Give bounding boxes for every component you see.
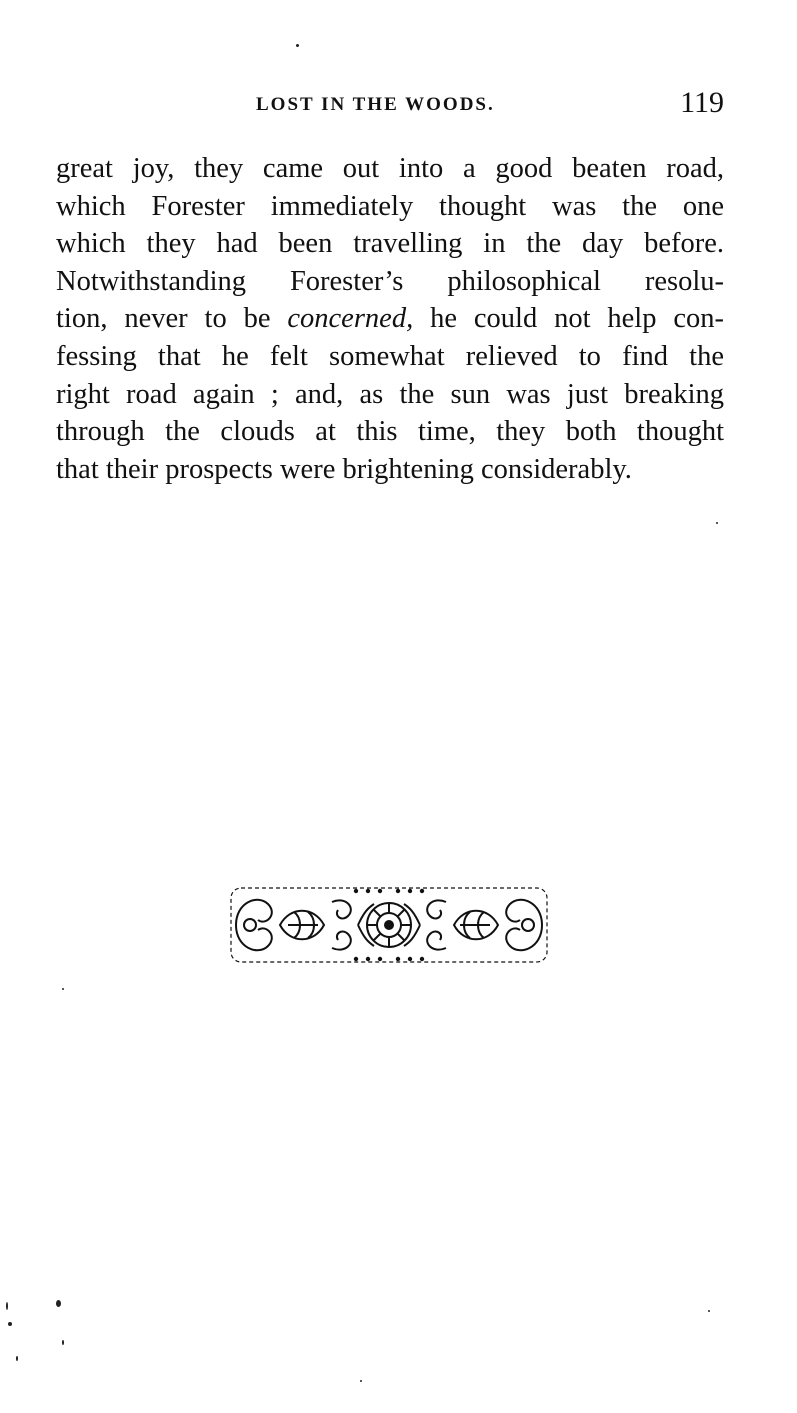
text-run: tion, never to be xyxy=(56,303,288,335)
running-head xyxy=(56,86,724,126)
text-line: that their prospects were brightening considerably. xyxy=(56,453,632,485)
scan-speck xyxy=(6,1302,8,1310)
scan-speck xyxy=(16,1356,18,1361)
floral-ornament-icon xyxy=(228,882,550,968)
scan-speck xyxy=(62,1340,64,1345)
text-run: he could not help con- xyxy=(413,303,724,335)
scan-speck xyxy=(716,522,718,524)
scan-speck xyxy=(56,1300,61,1307)
scan-speck xyxy=(360,1380,362,1382)
running-title: LOST IN THE WOODS. xyxy=(256,94,495,115)
text-line: right road again ; and, as the sun was just breaking xyxy=(56,378,724,410)
scan-speck xyxy=(62,988,64,990)
text-line: Notwithstanding Forester’s philosophical resolu- xyxy=(56,265,724,297)
page-number: 119 xyxy=(680,86,724,119)
scan-speck xyxy=(708,1310,710,1312)
text-line: which they had been travelling in the day before. xyxy=(56,228,724,260)
text-line: great joy, they came out into a good beaten road, xyxy=(56,153,724,184)
italic-word: concerned, xyxy=(287,303,414,335)
text-line: through the clouds at this time, they both thought xyxy=(56,416,724,448)
text-line: which Forester immediately thought was the one xyxy=(56,190,724,222)
scan-speck xyxy=(296,44,299,47)
scan-speck xyxy=(8,1322,12,1326)
body-paragraph xyxy=(56,150,724,488)
text-line xyxy=(56,300,724,338)
text-line: fessing that he felt somewhat relieved to find the xyxy=(56,340,724,372)
